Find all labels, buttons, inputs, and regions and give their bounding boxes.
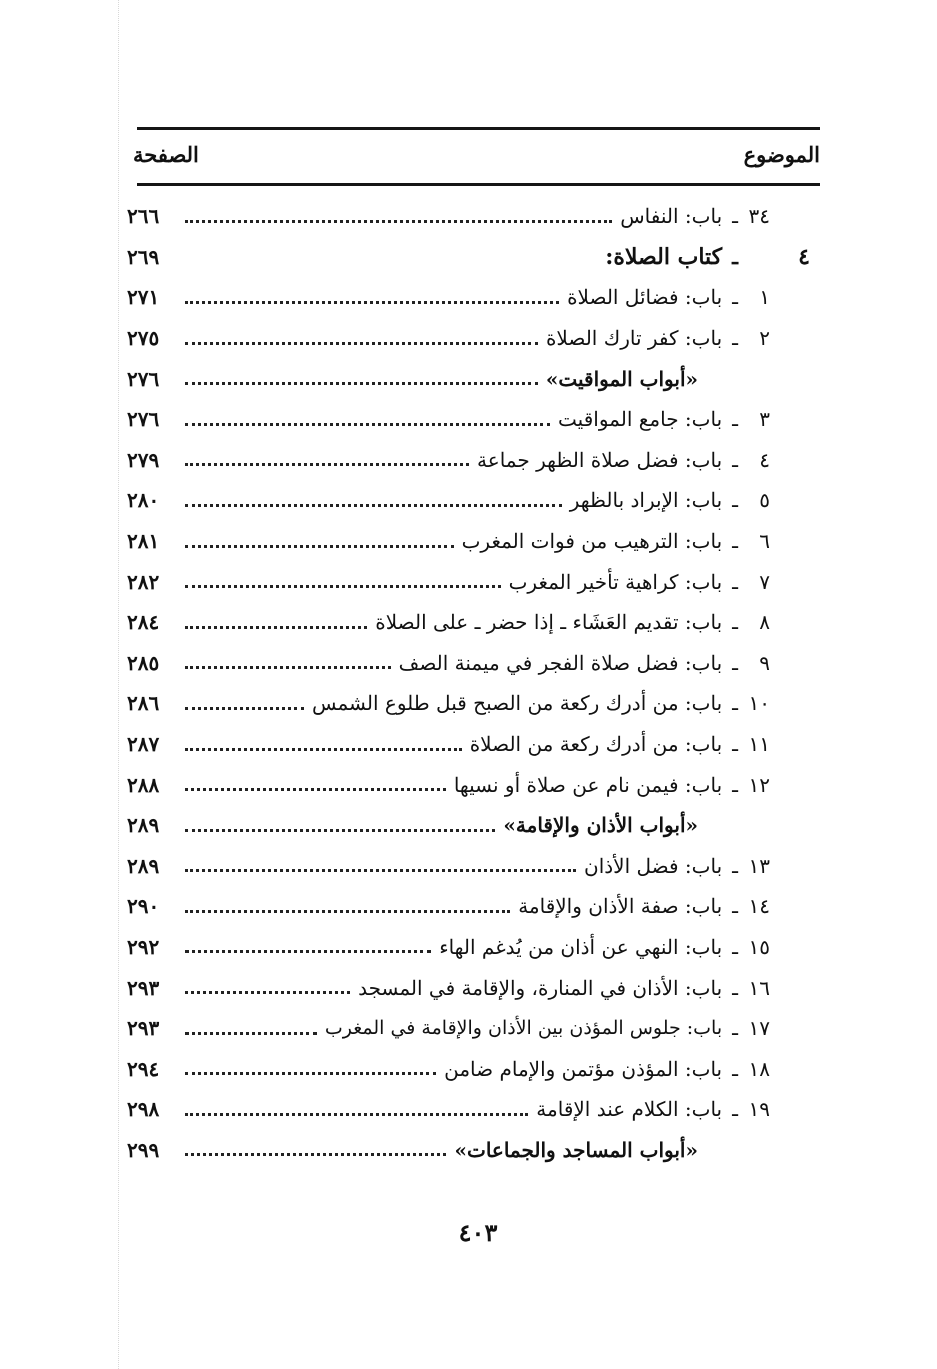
dot-leader — [185, 626, 367, 629]
dot-leader — [185, 707, 304, 710]
toc-entry — [127, 724, 770, 765]
dot-leader — [185, 910, 510, 913]
header-top-rule — [137, 127, 820, 130]
entry-number: ١٨ — [748, 1056, 770, 1081]
entry-title: باب: جلوس المؤذن بين الأذان والإقامة في المغرب — [324, 1017, 723, 1040]
entry-page: ٢٨٩ — [127, 813, 160, 838]
toc-entry — [127, 1008, 770, 1049]
entry-page: ٢٦٩ — [127, 244, 160, 269]
entry-dash: ـ — [732, 732, 738, 757]
entry-number: ٨ — [759, 610, 770, 635]
entry-dash: ـ — [732, 610, 738, 635]
entry-title: باب: من أدرك ركعة من الصلاة — [469, 732, 723, 757]
dot-leader — [185, 991, 350, 994]
entry-page: ٢٨٨ — [127, 772, 160, 797]
toc-entry — [127, 440, 770, 481]
dot-leader — [185, 788, 446, 791]
entry-dash: ـ — [732, 407, 738, 432]
toc-entry — [127, 399, 770, 440]
entry-title: باب: النفاس — [620, 204, 723, 229]
toc-entry — [127, 764, 770, 805]
toc-entry — [127, 846, 770, 887]
entry-page: ٢٨٩ — [127, 853, 160, 878]
table-of-contents — [127, 196, 810, 1170]
dot-leader — [185, 423, 550, 426]
toc-entry — [127, 318, 770, 359]
entry-title: باب: صفة الأذان والإقامة — [518, 894, 723, 919]
entry-dash: ـ — [732, 975, 738, 1000]
entry-dash: ـ — [732, 244, 738, 269]
entry-number: ٣٤ — [748, 204, 770, 229]
entry-number: ١٢ — [748, 772, 770, 797]
dot-leader — [185, 463, 469, 466]
section-title: «أبواب الأذان والإقامة» — [503, 813, 698, 838]
dot-leader — [185, 342, 538, 345]
entry-page: ٢٩٨ — [127, 1097, 160, 1122]
toc-entry — [127, 277, 770, 318]
binding-margin-line — [118, 0, 119, 1369]
entry-dash: ـ — [732, 934, 738, 959]
dot-leader — [185, 1153, 446, 1156]
entry-number: ١٧ — [748, 1016, 770, 1041]
dot-leader — [185, 545, 454, 548]
entry-dash: ـ — [732, 1056, 738, 1081]
entry-page: ٢٩٩ — [127, 1137, 160, 1162]
dot-leader — [185, 950, 431, 953]
entry-number: ٧ — [759, 569, 770, 594]
entry-number: ١٤ — [748, 894, 770, 919]
entry-number: ٦ — [759, 529, 770, 554]
entry-dash: ـ — [732, 326, 738, 351]
entry-page: ٢٩٣ — [127, 975, 160, 1000]
chapter-number: ٤ — [798, 243, 810, 270]
entry-dash: ـ — [732, 1097, 738, 1122]
entry-page: ٢٦٦ — [127, 204, 160, 229]
entry-number: ١٣ — [748, 853, 770, 878]
entry-title: باب: تقديم العَشَاء ـ إذا حضر ـ على الصلاة — [375, 610, 723, 635]
entry-page: ٢٨٧ — [127, 732, 160, 757]
entry-page: ٢٧١ — [127, 285, 160, 310]
entry-number: ٥ — [759, 488, 770, 513]
entry-number: ١٥ — [748, 934, 770, 959]
entry-number: ٣ — [759, 407, 770, 432]
entry-page: ٢٧٥ — [127, 326, 160, 351]
dot-leader — [185, 748, 462, 751]
entry-title: باب: الأذان في المنارة، والإقامة في المسجد — [358, 975, 723, 1000]
toc-entry — [127, 967, 770, 1008]
entry-number: ١٩ — [748, 1097, 770, 1122]
entry-title: باب: المؤذن مؤتمن والإمام ضامن — [444, 1056, 723, 1081]
toc-entry — [127, 643, 770, 684]
dot-leader — [185, 585, 501, 588]
toc-entry — [127, 1048, 770, 1089]
toc-entry — [127, 521, 770, 562]
page-number: ٤٠٣ — [458, 1218, 498, 1247]
entry-number: ١١ — [748, 732, 770, 757]
column-header-topic: الموضوع — [743, 142, 820, 167]
section-title: «أبواب المساجد والجماعات» — [454, 1137, 698, 1162]
toc-chapter — [127, 237, 810, 278]
entry-title: باب: الكلام عند الإقامة — [536, 1097, 723, 1122]
entry-title: باب: النهي عن أذان من يُدغم الهاء — [439, 934, 723, 959]
entry-page: ٢٩٣ — [127, 1016, 160, 1041]
entry-page: ٢٨١ — [127, 529, 160, 554]
entry-title: باب: الترهيب من فوات المغرب — [461, 529, 723, 554]
toc-entry — [127, 927, 770, 968]
toc-entry — [127, 602, 770, 643]
entry-number: ١٠ — [748, 691, 770, 716]
toc-entry — [127, 480, 770, 521]
entry-dash: ـ — [732, 204, 738, 229]
entry-dash: ـ — [732, 691, 738, 716]
entry-page: ٢٨٥ — [127, 650, 160, 675]
entry-page: ٢٩٢ — [127, 934, 160, 959]
dot-leader — [185, 829, 495, 832]
dot-leader — [185, 504, 562, 507]
entry-title: باب: فضل الأذان — [584, 853, 723, 878]
entry-number: ٩ — [759, 650, 770, 675]
entry-number: ٢ — [759, 326, 770, 351]
entry-page: ٢٨٦ — [127, 691, 160, 716]
dot-leader — [185, 1113, 528, 1116]
dot-leader — [185, 220, 612, 223]
toc-entry — [127, 561, 770, 602]
entry-dash: ـ — [732, 894, 738, 919]
entry-dash: ـ — [732, 447, 738, 472]
toc-section — [127, 358, 770, 399]
dot-leader — [185, 1032, 317, 1035]
entry-page: ٢٩٤ — [127, 1056, 160, 1081]
toc-section — [127, 805, 770, 846]
entry-number: ١٦ — [748, 975, 770, 1000]
dot-leader — [185, 869, 576, 872]
entry-dash: ـ — [732, 285, 738, 310]
entry-page: ٢٧٩ — [127, 447, 160, 472]
entry-page: ٢٩٠ — [127, 894, 160, 919]
entry-title: باب: فيمن نام عن صلاة أو نسيها — [453, 772, 723, 797]
toc-section — [127, 1130, 770, 1171]
entry-title: باب: فضل صلاة الظهر جماعة — [477, 447, 723, 472]
entry-title: باب: فضائل الصلاة — [567, 285, 723, 310]
section-title: «أبواب المواقيت» — [545, 366, 698, 391]
entry-title: باب: كفر تارك الصلاة — [545, 326, 723, 351]
toc-entry — [127, 683, 770, 724]
column-header-page: الصفحة — [133, 142, 199, 167]
entry-title: باب: من أدرك ركعة من الصبح قبل طلوع الشمس — [311, 691, 723, 716]
chapter-title: كتاب الصلاة: — [605, 243, 723, 270]
entry-title: باب: كراهية تأخير المغرب — [508, 569, 723, 594]
entry-dash: ـ — [732, 529, 738, 554]
entry-dash: ـ — [732, 1016, 738, 1041]
entry-page: ٢٨٢ — [127, 569, 160, 594]
toc-entry — [127, 1089, 770, 1130]
entry-page: ٢٨٤ — [127, 610, 160, 635]
entry-page: ٢٧٦ — [127, 407, 160, 432]
toc-entry — [127, 886, 770, 927]
entry-dash: ـ — [732, 650, 738, 675]
entry-title: باب: جامع المواقيت — [558, 407, 723, 432]
entry-dash: ـ — [732, 772, 738, 797]
entry-page: ٢٧٦ — [127, 366, 160, 391]
header-bottom-rule — [137, 183, 820, 186]
toc-entry — [127, 196, 770, 237]
dot-leader — [185, 1072, 436, 1075]
entry-dash: ـ — [732, 853, 738, 878]
dot-leader — [185, 301, 559, 304]
dot-leader — [185, 382, 538, 385]
entry-number: ١ — [759, 285, 770, 310]
entry-dash: ـ — [732, 569, 738, 594]
entry-title: باب: الإبراد بالظهر — [569, 488, 723, 513]
entry-dash: ـ — [732, 488, 738, 513]
entry-title: باب: فضل صلاة الفجر في ميمنة الصف — [398, 650, 723, 675]
entry-page: ٢٨٠ — [127, 488, 160, 513]
dot-leader — [185, 666, 391, 669]
entry-number: ٤ — [759, 447, 770, 472]
